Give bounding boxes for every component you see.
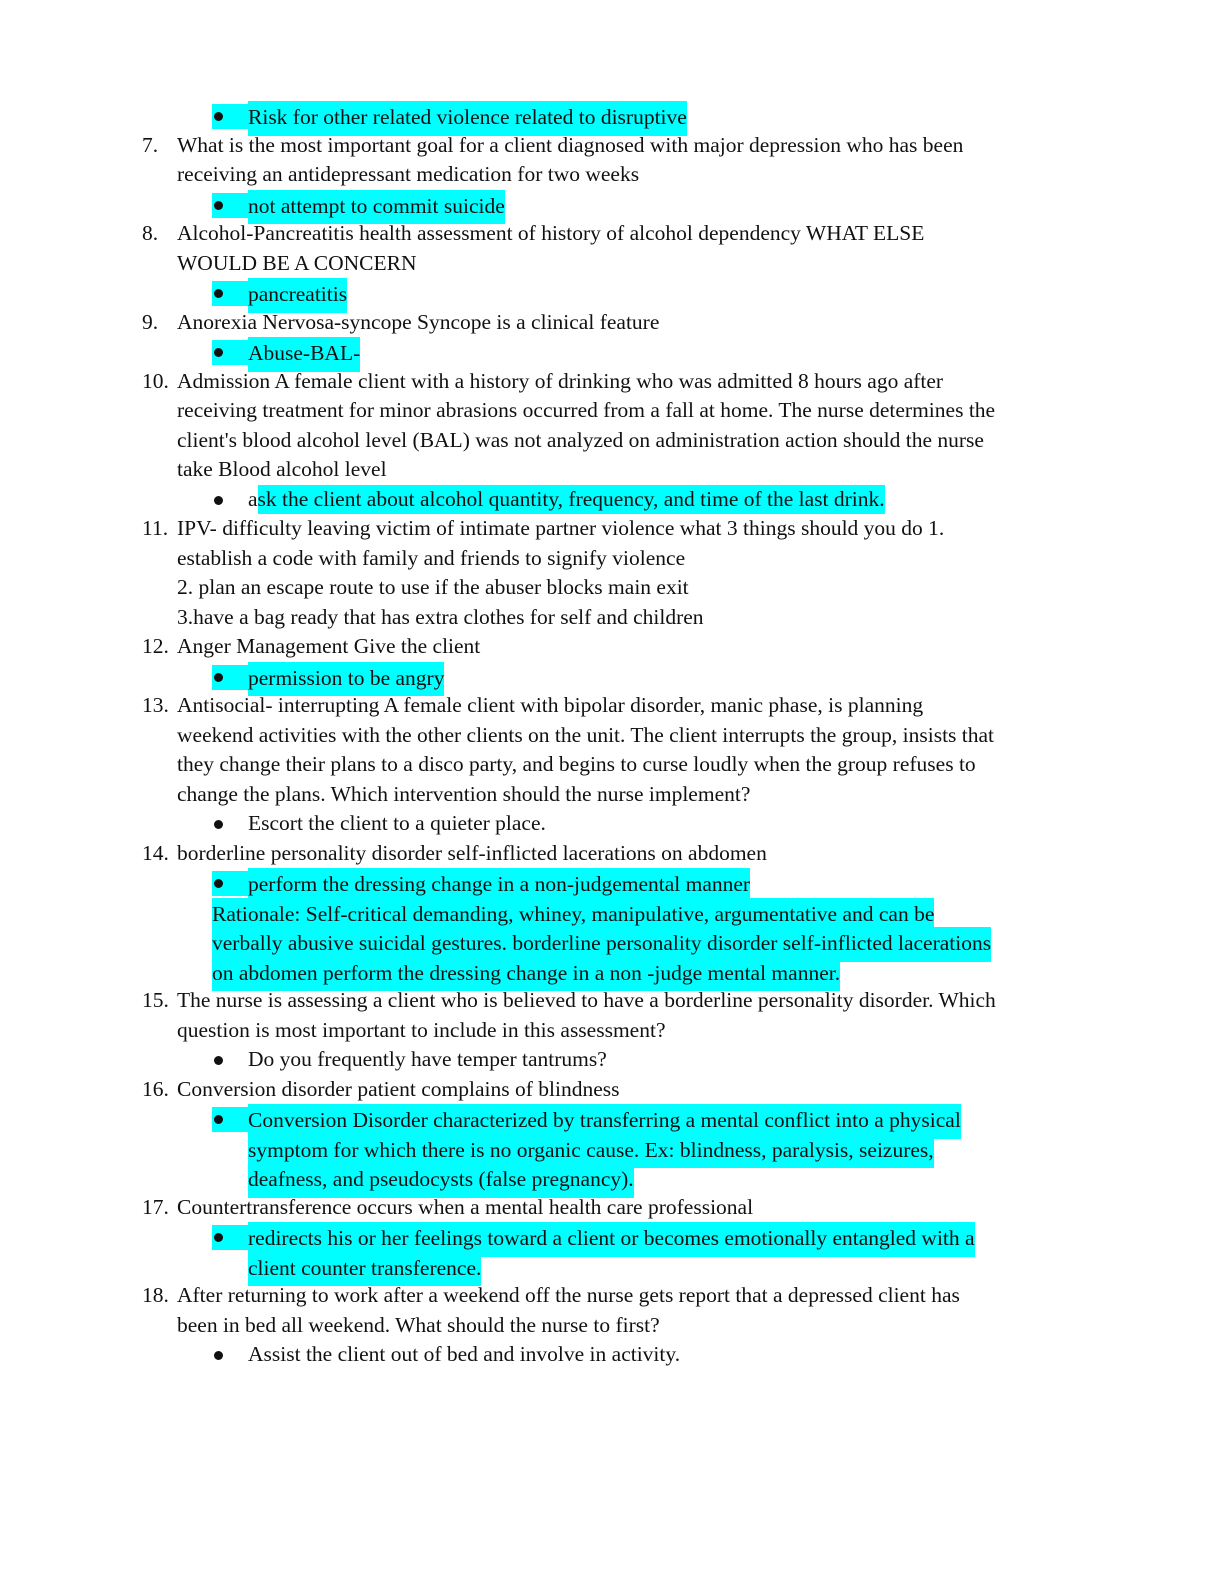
question-line: [0, 839, 1224, 869]
question-line: [0, 367, 1224, 397]
question-number: 7.: [142, 132, 159, 157]
answer-text: symptom for which there is no organic cause. Ex: blindness, paralysis, seizures,: [248, 1134, 934, 1169]
answer-bullet-line: [0, 1163, 1224, 1193]
question-text: question is most important to include in this assessment?: [177, 1017, 666, 1042]
question-line: [0, 1016, 1224, 1046]
answer-bullet: [0, 662, 1224, 692]
answer-bullet: [0, 809, 1224, 839]
question-line: [0, 691, 1224, 721]
question-line: [0, 573, 1224, 603]
answer-bullet: [0, 278, 1224, 308]
question-text: take Blood alcohol level: [177, 457, 387, 481]
question-line: [0, 1193, 1224, 1223]
question-number: 14.: [142, 840, 169, 865]
question-text: 2. plan an escape route to use if the abuser blocks main exit: [177, 575, 689, 599]
question-text: Antisocial- interrupting A female client with bipolar disorder, manic phase, is planning: [177, 693, 924, 717]
question-text: they change their plans to a disco party, and begins to curse loudly when the group refuses to: [177, 752, 976, 776]
question-line: [0, 780, 1224, 810]
question-number: 12.: [142, 634, 169, 658]
question-text: establish a code with family and friends to signify violence: [177, 545, 686, 570]
answer-bullet: [0, 1045, 1224, 1075]
document-page: [0, 101, 1224, 1370]
answer-bullet: [0, 190, 1224, 220]
question-text: IPV- difficulty leaving victim of intimate partner violence what 3 things should you do 1.: [177, 516, 945, 540]
answer-bullet: [0, 1340, 1224, 1370]
question-line: [0, 721, 1224, 751]
rationale-text: on abdomen perform the dressing change in a non -judge mental manner.: [212, 957, 840, 992]
question-number: 11.: [142, 516, 169, 540]
question-number: 8.: [142, 221, 159, 245]
question-text: receiving an antidepressant medication for two weeks: [177, 162, 640, 186]
question-text: borderline personality disorder self-inflicted lacerations on abdomen: [177, 840, 767, 865]
question-line: [0, 426, 1224, 456]
question-text: Conversion disorder patient complains of blindness: [177, 1076, 620, 1101]
question-number: 15.: [142, 988, 169, 1012]
answer-text-highlighted: sk the client about alcohol quantity, frequency, and time of the last drink.: [258, 485, 885, 514]
question-line: [0, 396, 1224, 426]
question-number: 9.: [142, 309, 159, 334]
answer-text: Risk for other related violence related to disruptive: [248, 101, 687, 136]
answer-text: client counter transference.: [248, 1252, 481, 1287]
question-line: [0, 514, 1224, 544]
question-line: [0, 160, 1224, 190]
question-text: 3.have a bag ready that has extra clothes for self and children: [177, 604, 704, 629]
answer-text: perform the dressing change in a non-judgemental manner: [248, 868, 750, 903]
question-line: [0, 131, 1224, 161]
question-line: [0, 1075, 1224, 1105]
question-number: 17.: [142, 1194, 169, 1219]
question-line: [0, 308, 1224, 338]
answer-text: Escort the client to a quieter place.: [248, 811, 546, 835]
answer-bullet: [0, 485, 1224, 515]
question-text: Countertransference occurs when a mental health care professional: [177, 1194, 754, 1219]
answer-text: Do you frequently have temper tantrums?: [248, 1047, 607, 1071]
question-text: weekend activities with the other clients on the unit. The client interrupts the group, insists that: [177, 722, 995, 747]
rationale-line: [0, 927, 1224, 957]
question-line: [0, 455, 1224, 485]
question-number: 18.: [142, 1283, 169, 1307]
answer-text: redirects his or her feelings toward a client or becomes emotionally entangled with a: [248, 1222, 975, 1257]
answer-text: pancreatitis: [248, 278, 347, 313]
answer-text: deafness, and pseudocysts (false pregnancy).: [248, 1163, 634, 1198]
question-text: change the plans. Which intervention should the nurse implement?: [177, 781, 751, 806]
answer-text-plain: a: [248, 486, 258, 511]
answer-text: Assist the client out of bed and involve in activity.: [248, 1342, 681, 1366]
answer-text: permission to be angry: [248, 662, 444, 697]
answer-bullet-line: [0, 1222, 1224, 1252]
question-line: [0, 249, 1224, 279]
question-line: [0, 219, 1224, 249]
rationale-text: Rationale: Self-critical demanding, whiney, manipulative, argumentative and can be: [212, 898, 934, 933]
answer-bullet-line: [0, 1134, 1224, 1164]
question-line: [0, 1281, 1224, 1311]
question-line: [0, 544, 1224, 574]
question-line: [0, 603, 1224, 633]
answer-text: Abuse-BAL-: [248, 337, 360, 372]
question-text: Anger Management Give the client: [177, 634, 481, 658]
question-text: Anorexia Nervosa-syncope Syncope is a clinical feature: [177, 309, 660, 334]
question-line: [0, 1311, 1224, 1341]
rationale-line: [0, 898, 1224, 928]
question-text: receiving treatment for minor abrasions occurred from a fall at home. The nurse determines the: [177, 398, 996, 422]
question-line: [0, 632, 1224, 662]
question-text: What is the most important goal for a client diagnosed with major depression who has been: [177, 132, 964, 157]
question-number: 13.: [142, 693, 169, 717]
answer-bullet: [0, 101, 1224, 131]
answer-bullet-line: [0, 1252, 1224, 1282]
question-number: 10.: [142, 368, 169, 393]
answer-bullet: [0, 337, 1224, 367]
rationale-text: verbally abusive suicidal gestures. borderline personality disorder self-inflicted lacerations: [212, 927, 991, 962]
question-text: Alcohol-Pancreatitis health assessment of history of alcohol dependency WHAT ELSE: [177, 221, 925, 245]
question-number: 16.: [142, 1076, 169, 1101]
question-text: The nurse is assessing a client who is believed to have a borderline personality disorder. Which: [177, 988, 996, 1012]
answer-text: not attempt to commit suicide: [248, 190, 505, 225]
answer-text: [248, 485, 885, 515]
answer-bullet: [0, 868, 1224, 898]
question-line: [0, 986, 1224, 1016]
question-text: been in bed all weekend. What should the nurse to first?: [177, 1312, 660, 1337]
answer-bullet-line: [0, 1104, 1224, 1134]
question-text: client's blood alcohol level (BAL) was not analyzed on administration action should the nurse: [177, 427, 984, 452]
answer-text: Conversion Disorder characterized by transferring a mental conflict into a physical: [248, 1104, 961, 1139]
question-line: [0, 750, 1224, 780]
question-text: WOULD BE A CONCERN: [177, 250, 417, 275]
rationale-line: [0, 957, 1224, 987]
question-text: Admission A female client with a history of drinking who was admitted 8 hours ago after: [177, 368, 944, 393]
question-text: After returning to work after a weekend off the nurse gets report that a depressed client has: [177, 1283, 960, 1307]
